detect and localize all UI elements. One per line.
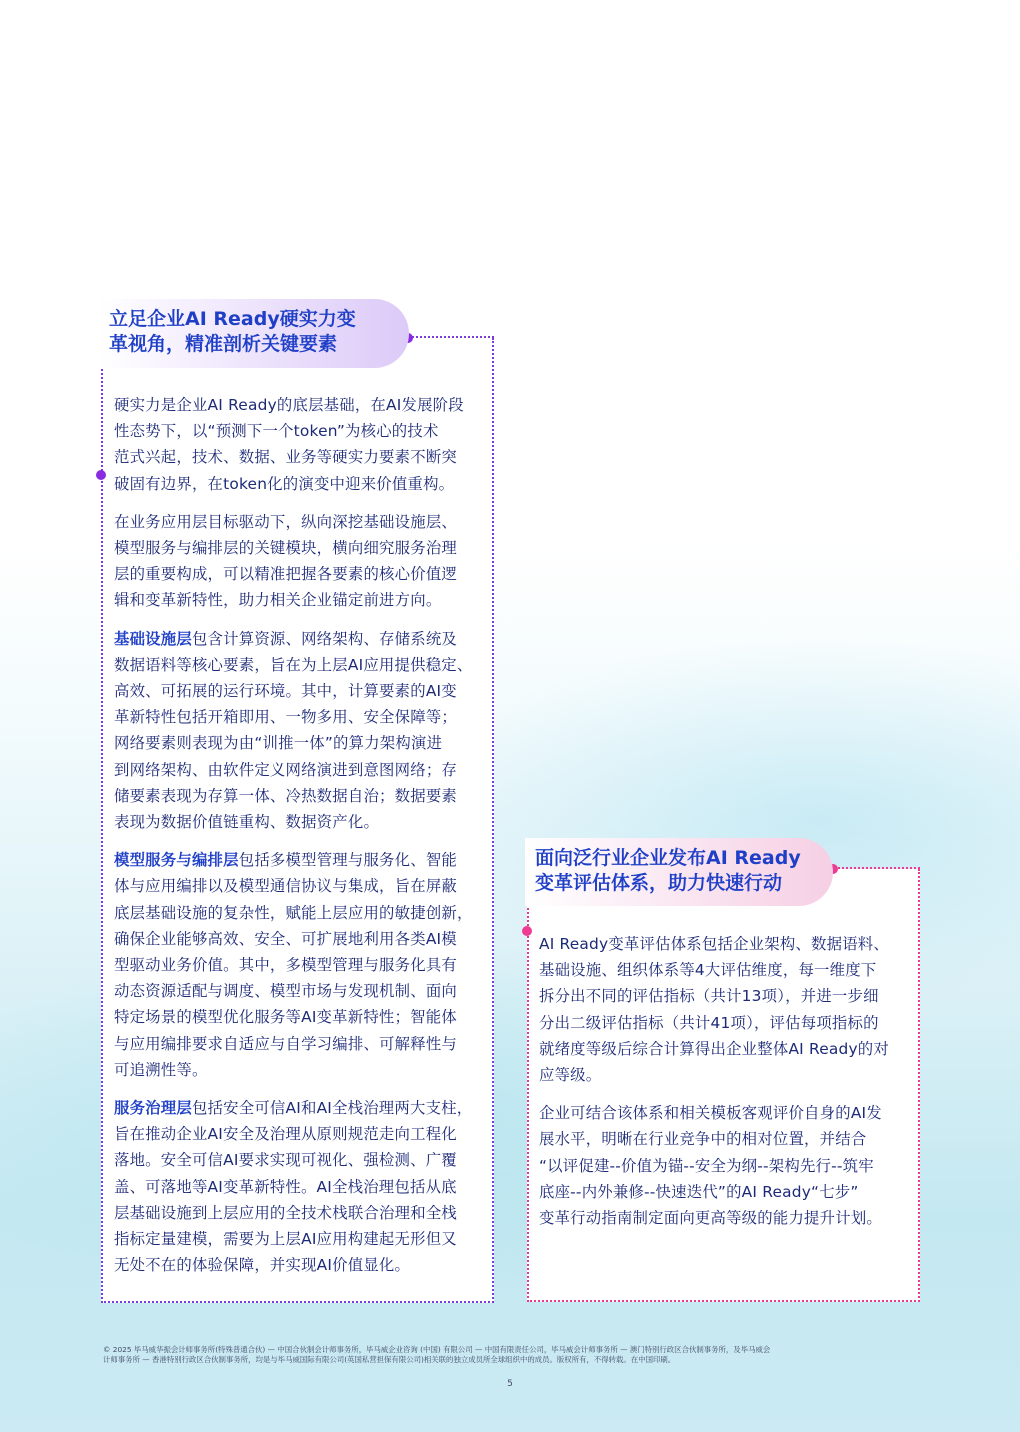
text-line: 体与应用编排以及模型通信协议与集成，旨在屏蔽 xyxy=(114,877,457,896)
text-line: 范式兴起，技术、数据、业务等硬实力要素不断突 xyxy=(114,448,457,467)
text-line: 革新特性包括开箱即用、一物多用、安全保障等； xyxy=(114,708,457,727)
paragraph-assessment-system xyxy=(539,931,913,1088)
text-line: 破固有边界，在token化的演变中迎来价值重构。 xyxy=(114,474,455,493)
text-line: 到网络架构、由软件定义网络演进到意图网络；存 xyxy=(114,760,457,779)
text-line: 变革行动指南制定面向更高等级的能力提升计划。 xyxy=(539,1209,882,1228)
text-line: 就绪度等级后综合计算得出企业整体AI Ready的对 xyxy=(539,1039,889,1058)
right-panel-heading xyxy=(525,838,833,906)
keyword-infrastructure-layer: 基础设施层 xyxy=(114,629,192,648)
right-panel-side-dot xyxy=(522,926,532,936)
left-heading-line-1: 立足企业AI Ready硬实力变 xyxy=(109,308,356,330)
text-line: 企业可结合该体系和相关模板客观评价自身的AI发 xyxy=(539,1104,882,1123)
text-line: 特定场景的模型优化服务等AI变革新特性；智能体 xyxy=(114,1008,457,1027)
text-line: 旨在推动企业AI安全及治理从原则规范走向工程化 xyxy=(114,1125,457,1144)
paragraph-infrastructure-layer xyxy=(114,626,490,836)
text-line: 网络要素则表现为由“训推一体”的算力架构演进 xyxy=(114,734,443,753)
text-line: 与应用编排要求自适应与自学习编排、可解释性与 xyxy=(114,1034,457,1053)
text-line: 可追溯性等。 xyxy=(114,1060,208,1079)
paragraph-hard-power xyxy=(114,392,490,497)
page-number: 5 xyxy=(507,1379,513,1389)
text-line xyxy=(114,847,490,873)
text-line: 辑和变革新特性，助力相关企业锚定前进方向。 xyxy=(114,591,442,610)
text-line: 基础设施、组织体系等4大评估维度，每一维度下 xyxy=(539,961,877,980)
text-line: 盖、可落地等AI变革新特性。AI全栈治理包括从底 xyxy=(114,1177,457,1196)
text-line: 层基础设施到上层应用的全技术栈联合治理和全栈 xyxy=(114,1203,457,1222)
text-fragment: 包括多模型管理与服务化、智能 xyxy=(238,851,458,870)
text-line: 动态资源适配与调度、模型市场与发现机制、面向 xyxy=(114,982,457,1001)
text-line xyxy=(114,626,490,652)
text-line: 层的重要构成，可以精准把握各要素的核心价值逻 xyxy=(114,565,457,584)
text-line: 无处不在的体验保障，并实现AI价值显化。 xyxy=(114,1256,411,1275)
text-line: 落地。安全可信AI要求实现可视化、强检测、广覆 xyxy=(114,1151,457,1170)
text-line: 表现为数据价值链重构、数据资产化。 xyxy=(114,813,380,832)
keyword-service-governance-layer: 服务治理层 xyxy=(114,1099,192,1118)
text-line: 型驱动业务价值。其中，多模型管理与服务化具有 xyxy=(114,956,457,975)
text-line: 分出二级评估指标（共计41项），评估每项指标的 xyxy=(539,1013,879,1032)
right-panel-top-rule xyxy=(833,867,920,869)
right-heading-line-1: 面向泛行业企业发布AI Ready xyxy=(535,847,801,869)
text-line: 在业务应用层目标驱动下，纵向深挖基础设施层、 xyxy=(114,512,457,531)
copyright-notice xyxy=(103,1345,923,1364)
left-panel-heading xyxy=(99,299,409,368)
text-line: 展水平，明晰在行业竞争中的相对位置，并结合 xyxy=(539,1130,867,1149)
left-panel-side-dot xyxy=(96,470,106,480)
text-line: 硬实力是企业AI Ready的底层基础，在AI发展阶段 xyxy=(114,396,464,414)
paragraph-business-layer xyxy=(114,509,490,614)
keyword-model-orchestration-layer: 模型服务与编排层 xyxy=(114,851,239,870)
right-panel-body xyxy=(539,931,913,1243)
text-line: 确保企业能够高效、安全、可扩展地利用各类AI模 xyxy=(114,929,457,948)
text-line: 数据语料等核心要素，旨在为上层AI应用提供稳定、 xyxy=(114,655,473,674)
text-line xyxy=(114,1095,490,1121)
text-line: “以评促建--价值为锚--安全为纲--架构先行--筑牢 xyxy=(539,1156,874,1175)
text-line: 底座--内外兼修--快速迭代”的AI Ready“七步” xyxy=(539,1182,859,1201)
text-line: 高效、可拓展的运行环境。其中，计算要素的AI变 xyxy=(114,682,457,701)
text-line: 性态势下，以“预测下一个token”为核心的技术 xyxy=(114,422,439,441)
text-line: 指标定量建模，需要为上层AI应用构建起无形但又 xyxy=(114,1230,457,1249)
text-fragment: 包括安全可信AI和AI全栈治理两大支柱， xyxy=(191,1099,473,1118)
text-line: 底层基础设施的复杂性，赋能上层应用的敏捷创新， xyxy=(114,903,473,922)
copyright-line: © 2025 毕马威华振会计师事务所(特殊普通合伙) — 中国合伙制会计师事务所，毕马威企业咨询 (中国) 有限公司 — 中国有限责任公司，毕马威会计师事务所 — 澳门特别行政区合伙制事务所，及毕马威会 xyxy=(103,1345,771,1354)
paragraph-model-orchestration-layer xyxy=(114,847,490,1083)
paragraph-service-governance-layer xyxy=(114,1095,490,1278)
left-panel-body xyxy=(114,392,490,1291)
text-line: 模型服务与编排层的关键模块，横向细究服务治理 xyxy=(114,539,457,558)
text-line: AI Ready变革评估体系包括企业架构、数据语料、 xyxy=(539,935,889,953)
left-panel-top-rule xyxy=(409,336,494,338)
text-line: 拆分出不同的评估指标（共计13项），并进一步细 xyxy=(539,987,879,1006)
text-fragment: 包含计算资源、网络架构、存储系统及 xyxy=(191,629,458,648)
text-line: 储要素表现为存算一体、冷热数据自治；数据要素 xyxy=(114,786,457,805)
right-heading-line-2: 变革评估体系，助力快速行动 xyxy=(535,872,783,894)
left-heading-line-2: 革视角，精准剖析关键要素 xyxy=(109,333,338,355)
text-line: 应等级。 xyxy=(539,1066,602,1085)
paragraph-seven-steps xyxy=(539,1100,913,1231)
copyright-line: 计师事务所 — 香港特别行政区合伙制事务所，均是与毕马威国际有限公司(英国私营担保有限公司)相关联的独立成员所全球组织中的成员。版权所有，不得转载。在中国印刷。 xyxy=(103,1354,676,1364)
